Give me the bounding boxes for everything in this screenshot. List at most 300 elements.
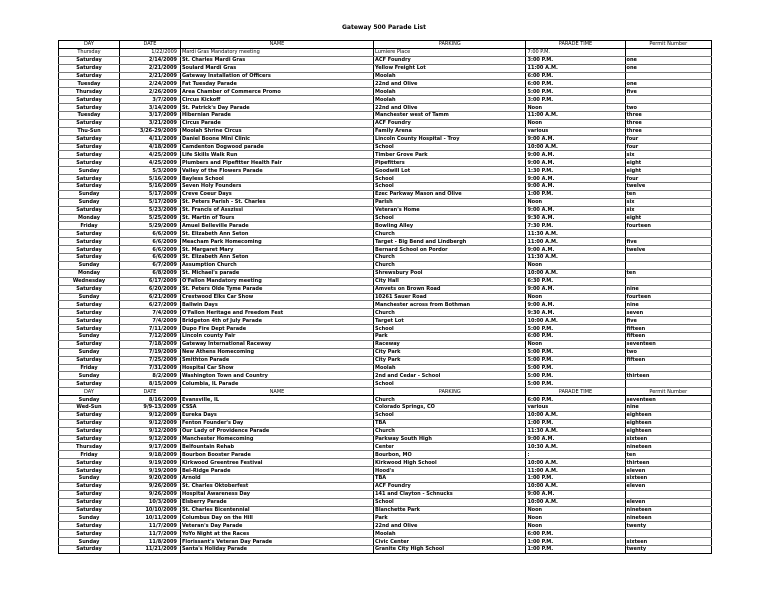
cell-date: 6/6/2009 — [119, 246, 180, 254]
cell-day: Saturday — [59, 427, 120, 435]
cell-parking: Bernard School on Pordor — [374, 246, 526, 254]
cell-parking: Church — [374, 254, 526, 262]
cell-date: 7/19/2009 — [119, 348, 180, 356]
cell-day: Wed-Sun — [59, 403, 120, 411]
cell-name: St. Elizabeth Ann Seton — [180, 230, 373, 238]
cell-permit: four — [625, 175, 711, 183]
cell-time: 10:00 A.M. — [526, 459, 625, 467]
cell-day: Saturday — [59, 380, 120, 388]
cell-parking: Pipefitters — [374, 159, 526, 167]
cell-date: 2/21/2009 — [119, 64, 180, 72]
cell-time: 10:30 A.M. — [526, 443, 625, 451]
cell-date: 7/31/2009 — [119, 364, 180, 372]
cell-name: O'Fallon Mandatory meeting — [180, 277, 373, 285]
cell-day: Saturday — [59, 498, 120, 506]
cell-permit: thirteen — [625, 459, 711, 467]
cell-parking: Amvets on Brown Road — [374, 285, 526, 293]
table-row — [59, 522, 712, 530]
cell-time: 5:00 P.M. — [526, 364, 625, 372]
cell-parking: Timber Grove Park — [374, 151, 526, 159]
cell-date: 11/8/2009 — [119, 538, 180, 546]
cell-day: Saturday — [59, 285, 120, 293]
cell-day: Sunday — [59, 261, 120, 269]
table-row — [59, 238, 712, 246]
cell-permit: twenty — [625, 546, 711, 554]
cell-time: 5:00 P.M. — [526, 372, 625, 380]
cell-date: 2/21/2009 — [119, 72, 180, 80]
cell-date: 5/17/2009 — [119, 190, 180, 198]
cell-name: Circus Parade — [180, 119, 373, 127]
cell-permit — [625, 380, 711, 388]
header-row-1 — [59, 41, 712, 49]
cell-day: Saturday — [59, 238, 120, 246]
cell-day: Saturday — [59, 309, 120, 317]
cell-name: Washington Town and Country — [180, 372, 373, 380]
table-row — [59, 411, 712, 419]
cell-day: Saturday — [59, 530, 120, 538]
cell-date: 6/27/2009 — [119, 301, 180, 309]
cell-time: 1:00 P.M. — [526, 474, 625, 482]
table-row — [59, 403, 712, 411]
cell-time: various — [526, 127, 625, 135]
table-row — [59, 151, 712, 159]
cell-date: 1/22/2009 — [119, 48, 180, 56]
cell-name: Creve Coeur Days — [180, 190, 373, 198]
cell-permit: nine — [625, 403, 711, 411]
cell-parking: Family Arena — [374, 127, 526, 135]
cell-date: 6/6/2009 — [119, 238, 180, 246]
cell-parking: School — [374, 175, 526, 183]
table-row — [59, 206, 712, 214]
cell-date: 9/12/2009 — [119, 427, 180, 435]
cell-date: 7/4/2009 — [119, 309, 180, 317]
cell-parking: Bowling Alley — [374, 222, 526, 230]
cell-permit: three — [625, 119, 711, 127]
cell-date: 9/12/2009 — [119, 411, 180, 419]
table-row — [59, 88, 712, 96]
cell-date: 11/21/2009 — [119, 546, 180, 554]
table-row — [59, 72, 712, 80]
cell-permit: four — [625, 135, 711, 143]
cell-permit — [625, 490, 711, 498]
cell-day: Wednesday — [59, 277, 120, 285]
cell-parking: Ezec Parkway Mason and Olive — [374, 190, 526, 198]
cell-date: 9/12/2009 — [119, 419, 180, 427]
cell-permit: one — [625, 80, 711, 88]
cell-date: 7/18/2009 — [119, 340, 180, 348]
cell-name: Plumbers and Pipefitter Health Fair — [180, 159, 373, 167]
cell-name: Moolah Shrine Circus — [180, 127, 373, 135]
cell-permit — [625, 72, 711, 80]
cell-date: 4/18/2009 — [119, 143, 180, 151]
header-day: DAY — [59, 388, 120, 396]
cell-permit: fourteen — [625, 293, 711, 301]
cell-permit: two — [625, 348, 711, 356]
cell-permit: twenty — [625, 522, 711, 530]
table-row — [59, 198, 712, 206]
cell-time: 7:00 P.M. — [526, 48, 625, 56]
document-title: Gateway 500 Parade List — [342, 24, 426, 31]
table-row — [59, 254, 712, 262]
cell-permit: seventeen — [625, 340, 711, 348]
cell-name: Bridgeton 4th of July Parade — [180, 317, 373, 325]
table-row — [59, 317, 712, 325]
cell-date: 7/12/2009 — [119, 332, 180, 340]
cell-name: St. Charles Mardi Gras — [180, 56, 373, 64]
cell-permit — [625, 230, 711, 238]
cell-permit: ten — [625, 269, 711, 277]
cell-permit: six — [625, 151, 711, 159]
header-time: PARADE TIME — [526, 388, 625, 396]
cell-parking: TBA — [374, 419, 526, 427]
cell-parking: Moolah — [374, 72, 526, 80]
cell-time: 11:30 A.M. — [526, 230, 625, 238]
cell-date: 8/2/2009 — [119, 372, 180, 380]
cell-time: 10:00 A.M. — [526, 317, 625, 325]
cell-parking: Moolah — [374, 364, 526, 372]
cell-day: Saturday — [59, 230, 120, 238]
cell-day: Sunday — [59, 348, 120, 356]
header-name: NAME — [180, 388, 373, 396]
cell-day: Saturday — [59, 435, 120, 443]
table-row — [59, 396, 712, 404]
cell-parking: School — [374, 411, 526, 419]
cell-time: 1:00 P.M. — [526, 419, 625, 427]
cell-name: Life Skills Walk Run — [180, 151, 373, 159]
cell-day: Saturday — [59, 522, 120, 530]
cell-date: 8/15/2009 — [119, 380, 180, 388]
cell-name: Eureka Days — [180, 411, 373, 419]
cell-permit — [625, 96, 711, 104]
cell-permit: eleven — [625, 482, 711, 490]
cell-time: 6:30 P.M. — [526, 277, 625, 285]
cell-parking: 22nd and Olive — [374, 522, 526, 530]
cell-date: 3/21/2009 — [119, 119, 180, 127]
cell-parking: Moolah — [374, 88, 526, 96]
cell-parking: Granite City High School — [374, 546, 526, 554]
cell-day: Saturday — [59, 183, 120, 191]
cell-day: Saturday — [59, 143, 120, 151]
cell-name: Fat Tuesday Parade — [180, 80, 373, 88]
cell-day: Sunday — [59, 514, 120, 522]
cell-parking: 2nd and Cedar - School — [374, 372, 526, 380]
cell-date: 9/20/2009 — [119, 474, 180, 482]
header-date: DATE — [119, 388, 180, 396]
cell-time: 5:00 P.M. — [526, 325, 625, 333]
cell-permit: two — [625, 104, 711, 112]
cell-parking: Manchester west of Tamm — [374, 112, 526, 120]
table-row — [59, 56, 712, 64]
cell-permit — [625, 530, 711, 538]
cell-day: Sunday — [59, 372, 120, 380]
cell-time: Noon — [526, 119, 625, 127]
cell-parking: Raceway — [374, 340, 526, 348]
cell-name: Bayless School — [180, 175, 373, 183]
cell-day: Saturday — [59, 490, 120, 498]
cell-permit: eighteen — [625, 427, 711, 435]
cell-day: Saturday — [59, 72, 120, 80]
table-row — [59, 285, 712, 293]
cell-time: 5:00 P.M. — [526, 380, 625, 388]
cell-time: : — [526, 451, 625, 459]
table-row — [59, 246, 712, 254]
cell-day: Sunday — [59, 190, 120, 198]
cell-time: 9:00 A.M. — [526, 151, 625, 159]
cell-name: Belfountain Rehab — [180, 443, 373, 451]
cell-name: Valley of the Flowers Parade — [180, 167, 373, 175]
cell-parking: Church — [374, 230, 526, 238]
cell-permit: seven — [625, 309, 711, 317]
table-row — [59, 48, 712, 56]
parade-table — [58, 40, 712, 554]
cell-name: Smithton Parade — [180, 356, 373, 364]
table-row — [59, 127, 712, 135]
cell-date: 7/25/2009 — [119, 356, 180, 364]
cell-permit: fifteen — [625, 325, 711, 333]
cell-name: Kirkwood Greentree Festival — [180, 459, 373, 467]
cell-parking: School — [374, 143, 526, 151]
cell-date: 4/25/2009 — [119, 151, 180, 159]
cell-time: Noon — [526, 293, 625, 301]
cell-date: 3/26-29/2009 — [119, 127, 180, 135]
cell-permit: one — [625, 64, 711, 72]
cell-day: Saturday — [59, 467, 120, 475]
cell-parking: City Hall — [374, 277, 526, 285]
cell-name: Manchester Homecoming — [180, 435, 373, 443]
cell-name: Our Lady of Providence Parade — [180, 427, 373, 435]
cell-day: Saturday — [59, 546, 120, 554]
cell-name: St. Peters Olde Tyme Parade — [180, 285, 373, 293]
table-row — [59, 143, 712, 151]
cell-day: Saturday — [59, 482, 120, 490]
cell-day: Saturday — [59, 506, 120, 514]
cell-name: Bourbon Booster Parade — [180, 451, 373, 459]
cell-parking: Goodwill Lot — [374, 167, 526, 175]
cell-name: Ballwin Days — [180, 301, 373, 309]
cell-name: Gateway International Raceway — [180, 340, 373, 348]
cell-permit — [625, 254, 711, 262]
cell-permit: eighteen — [625, 411, 711, 419]
cell-permit: sixteen — [625, 435, 711, 443]
cell-time: 9:00 A.M. — [526, 301, 625, 309]
cell-date: 2/14/2009 — [119, 56, 180, 64]
cell-time: Noon — [526, 340, 625, 348]
cell-parking: 141 and Clayton - Schnucks — [374, 490, 526, 498]
cell-time: 10:00 A.M. — [526, 143, 625, 151]
cell-permit: eleven — [625, 467, 711, 475]
table-row — [59, 64, 712, 72]
cell-permit — [625, 364, 711, 372]
cell-permit: six — [625, 206, 711, 214]
cell-time: 9:00 A.M. — [526, 175, 625, 183]
cell-day: Sunday — [59, 332, 120, 340]
table-row — [59, 175, 712, 183]
cell-day: Sunday — [59, 167, 120, 175]
cell-permit: nine — [625, 285, 711, 293]
table-row — [59, 443, 712, 451]
header-time: PARADE TIME — [526, 41, 625, 49]
cell-permit: three — [625, 112, 711, 120]
cell-permit: five — [625, 88, 711, 96]
cell-day: Monday — [59, 214, 120, 222]
table-row — [59, 474, 712, 482]
cell-parking: School — [374, 183, 526, 191]
cell-day: Friday — [59, 451, 120, 459]
cell-day: Monday — [59, 269, 120, 277]
cell-day: Friday — [59, 364, 120, 372]
table-row — [59, 364, 712, 372]
cell-parking: Civic Center — [374, 538, 526, 546]
table-row — [59, 269, 712, 277]
cell-day: Sunday — [59, 198, 120, 206]
cell-day: Saturday — [59, 206, 120, 214]
table-row — [59, 222, 712, 230]
cell-permit: ten — [625, 190, 711, 198]
cell-permit — [625, 48, 711, 56]
cell-date: 6/6/2009 — [119, 230, 180, 238]
cell-day: Friday — [59, 222, 120, 230]
cell-permit: nineteen — [625, 443, 711, 451]
cell-parking: School — [374, 325, 526, 333]
cell-day: Sunday — [59, 474, 120, 482]
cell-name: St. Elizabeth Ann Seton — [180, 254, 373, 262]
cell-time: 9:00 A.M. — [526, 135, 625, 143]
cell-date: 10/3/2009 — [119, 498, 180, 506]
cell-day: Saturday — [59, 317, 120, 325]
cell-day: Thursday — [59, 443, 120, 451]
cell-parking: Moolah — [374, 96, 526, 104]
cell-time: 11:00 A.M. — [526, 64, 625, 72]
cell-time: 9:00 A.M. — [526, 206, 625, 214]
table-row — [59, 261, 712, 269]
cell-day: Saturday — [59, 119, 120, 127]
cell-date: 8/16/2009 — [119, 396, 180, 404]
cell-permit — [625, 277, 711, 285]
cell-permit: sixteen — [625, 538, 711, 546]
cell-permit: one — [625, 56, 711, 64]
cell-time: 9:00 A.M. — [526, 183, 625, 191]
cell-time: 7:30 P.M. — [526, 222, 625, 230]
cell-date: 6/17/2009 — [119, 277, 180, 285]
cell-parking: Blanchette Park — [374, 506, 526, 514]
cell-date: 7/4/2009 — [119, 317, 180, 325]
cell-name: Evansville, IL — [180, 396, 373, 404]
cell-time: Noon — [526, 104, 625, 112]
cell-parking: Parkway South High — [374, 435, 526, 443]
cell-name: Elsberry Parade — [180, 498, 373, 506]
cell-name: CSSA — [180, 403, 373, 411]
cell-permit: sixteen — [625, 474, 711, 482]
cell-parking: Church — [374, 309, 526, 317]
cell-date: 5/29/2009 — [119, 222, 180, 230]
cell-date: 2/26/2009 — [119, 88, 180, 96]
cell-name: Columbia, IL Parade — [180, 380, 373, 388]
cell-time: 6:00 P.M. — [526, 332, 625, 340]
cell-time: 6:00 P.M. — [526, 80, 625, 88]
cell-name: Hospital Awareness Day — [180, 490, 373, 498]
cell-name: Bel-Ridge Parade — [180, 467, 373, 475]
cell-permit: ten — [625, 451, 711, 459]
cell-time: 11:00 A.M. — [526, 238, 625, 246]
cell-permit: nineteen — [625, 514, 711, 522]
cell-time: 9:30 A.M. — [526, 214, 625, 222]
cell-parking: Manchester across from Bothman — [374, 301, 526, 309]
cell-permit: eight — [625, 159, 711, 167]
cell-date: 9/17/2009 — [119, 443, 180, 451]
cell-permit: eighteen — [625, 419, 711, 427]
cell-permit: seventeen — [625, 396, 711, 404]
cell-permit: eight — [625, 167, 711, 175]
cell-parking: ACF Foundry — [374, 482, 526, 490]
cell-name: St. Charles Bicentennial — [180, 506, 373, 514]
cell-time: Noon — [526, 261, 625, 269]
cell-date: 3/14/2009 — [119, 104, 180, 112]
cell-time: 6:00 P.M. — [526, 396, 625, 404]
table-row — [59, 419, 712, 427]
table-row — [59, 530, 712, 538]
cell-permit: eight — [625, 214, 711, 222]
table-row — [59, 514, 712, 522]
cell-date: 6/7/2009 — [119, 261, 180, 269]
header-parking: PARKING — [374, 388, 526, 396]
cell-date: 9/19/2009 — [119, 459, 180, 467]
cell-time: 3:00 P.M. — [526, 56, 625, 64]
cell-time: 5:00 P.M. — [526, 348, 625, 356]
cell-day: Tuesday — [59, 80, 120, 88]
cell-day: Saturday — [59, 175, 120, 183]
cell-day: Saturday — [59, 246, 120, 254]
table-row — [59, 159, 712, 167]
cell-time: 6:00 P.M. — [526, 72, 625, 80]
cell-parking: Hood's — [374, 467, 526, 475]
table-row — [59, 546, 712, 554]
cell-name: St. Peters Parish - St. Charles — [180, 198, 373, 206]
table-row — [59, 190, 712, 198]
table-row — [59, 214, 712, 222]
cell-name: Meacham Park Homecoming — [180, 238, 373, 246]
cell-time: 10:00 A.M. — [526, 482, 625, 490]
table-row — [59, 427, 712, 435]
cell-parking: ACF Foundry — [374, 119, 526, 127]
cell-name: St. Francis of Asszissi — [180, 206, 373, 214]
table-row — [59, 538, 712, 546]
cell-permit: nine — [625, 301, 711, 309]
cell-date: 10/11/2009 — [119, 514, 180, 522]
cell-time: 9:00 A.M. — [526, 435, 625, 443]
cell-date: 5/16/2009 — [119, 183, 180, 191]
cell-parking: City Park — [374, 356, 526, 364]
cell-parking: Veteran's Home — [374, 206, 526, 214]
cell-parking: 22nd and Olive — [374, 80, 526, 88]
cell-time: 3:00 P.M. — [526, 96, 625, 104]
header-date: DATE — [119, 41, 180, 49]
table-row — [59, 467, 712, 475]
cell-name: Hibernian Parade — [180, 112, 373, 120]
cell-permit: four — [625, 143, 711, 151]
table-row — [59, 451, 712, 459]
cell-date: 9/26/2009 — [119, 490, 180, 498]
cell-date: 5/3/2009 — [119, 167, 180, 175]
cell-time: 1:30 P.M. — [526, 167, 625, 175]
cell-name: Fenton Founder's Day — [180, 419, 373, 427]
cell-parking: School — [374, 380, 526, 388]
cell-name: St. Patrick's Day Parade — [180, 104, 373, 112]
cell-time: 5:00 P.M. — [526, 88, 625, 96]
cell-time: 9:00 A.M. — [526, 490, 625, 498]
table-row — [59, 348, 712, 356]
header-name: NAME — [180, 41, 373, 49]
cell-parking: Yellow Freight Lot — [374, 64, 526, 72]
